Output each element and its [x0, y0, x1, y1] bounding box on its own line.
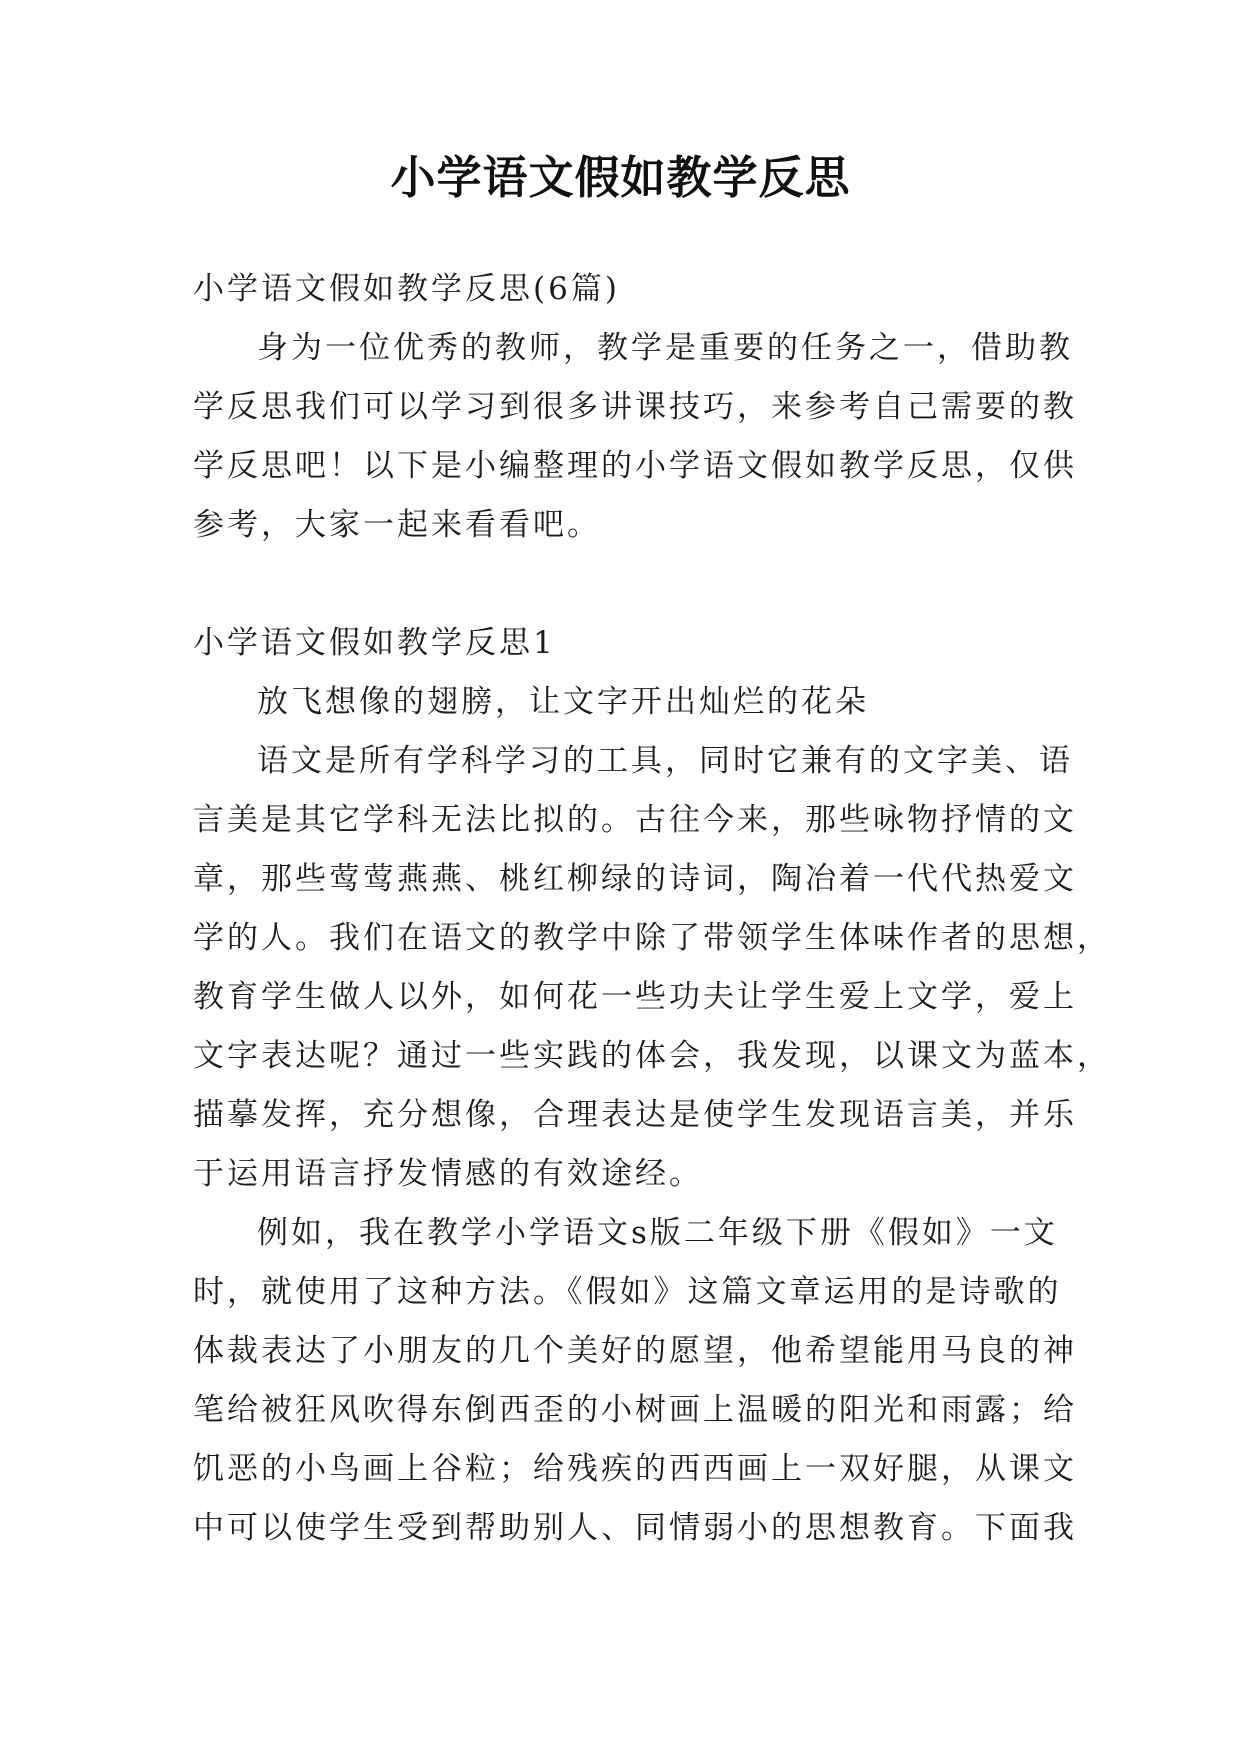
paragraph-line: 语文是所有学科学习的工具，同时它兼有的文字美、语: [257, 743, 1073, 779]
paragraph-line: 描摹发挥，充分想像，合理表达是使学生发现语言美，并乐: [193, 1097, 1077, 1133]
document-subtitle: 小学语文假如教学反思(6篇): [193, 271, 620, 307]
intro-paragraph: [193, 319, 1077, 555]
section-heading: 小学语文假如教学反思1: [193, 625, 556, 661]
body-paragraph-1: [193, 732, 1111, 1204]
document-body: [193, 260, 1111, 1558]
section-spacer: [193, 555, 1054, 614]
paragraph-line: 言美是其它学科无法比拟的。古往今来，那些咏物抒情的文: [193, 802, 1077, 838]
paragraph-line: 体裁表达了小朋友的几个美好的愿望，他希望能用马良的神: [193, 1333, 1077, 1369]
intro-line: 身为一位优秀的教师，教学是重要的任务之一，借助教: [257, 330, 1073, 366]
paragraph-line: 笔给被狂风吹得东倒西歪的小树画上温暖的阳光和雨露；给: [193, 1392, 1077, 1428]
section-lead: 放飞想像的翅膀，让文字开出灿烂的花朵: [257, 684, 869, 720]
intro-line: 学反思吧！以下是小编整理的小学语文假如教学反思，仅供: [193, 448, 1077, 484]
document-title: 小学语文假如教学反思: [390, 151, 851, 204]
paragraph-line: 文字表达呢？通过一些实践的体会，我发现，以课文为蓝本，: [193, 1038, 1111, 1074]
paragraph-line: 例如，我在教学小学语文s版二年级下册《假如》一文: [257, 1215, 1058, 1251]
paragraph-line: 章，那些莺莺燕燕、桃红柳绿的诗词，陶冶着一代代热爱文: [193, 861, 1077, 897]
body-paragraph-2: [193, 1204, 1077, 1558]
paragraph-line: 中可以使学生受到帮助别人、同情弱小的思想教育。下面我: [193, 1510, 1077, 1546]
paragraph-line: 教育学生做人以外，如何花一些功夫让学生爱上文学，爱上: [193, 979, 1077, 1015]
paragraph-line: 于运用语言抒发情感的有效途经。: [193, 1156, 703, 1192]
intro-line: 学反思我们可以学习到很多讲课技巧，来参考自己需要的教: [193, 389, 1077, 425]
paragraph-line: 学的人。我们在语文的教学中除了带领学生体味作者的思想，: [193, 920, 1111, 956]
paragraph-line: 饥恶的小鸟画上谷粒；给残疾的西西画上一双好腿，从课文: [193, 1451, 1077, 1487]
intro-line: 参考，大家一起来看看吧。: [193, 507, 601, 543]
paragraph-line: 时，就使用了这种方法。《假如》这篇文章运用的是诗歌的: [193, 1274, 1062, 1310]
